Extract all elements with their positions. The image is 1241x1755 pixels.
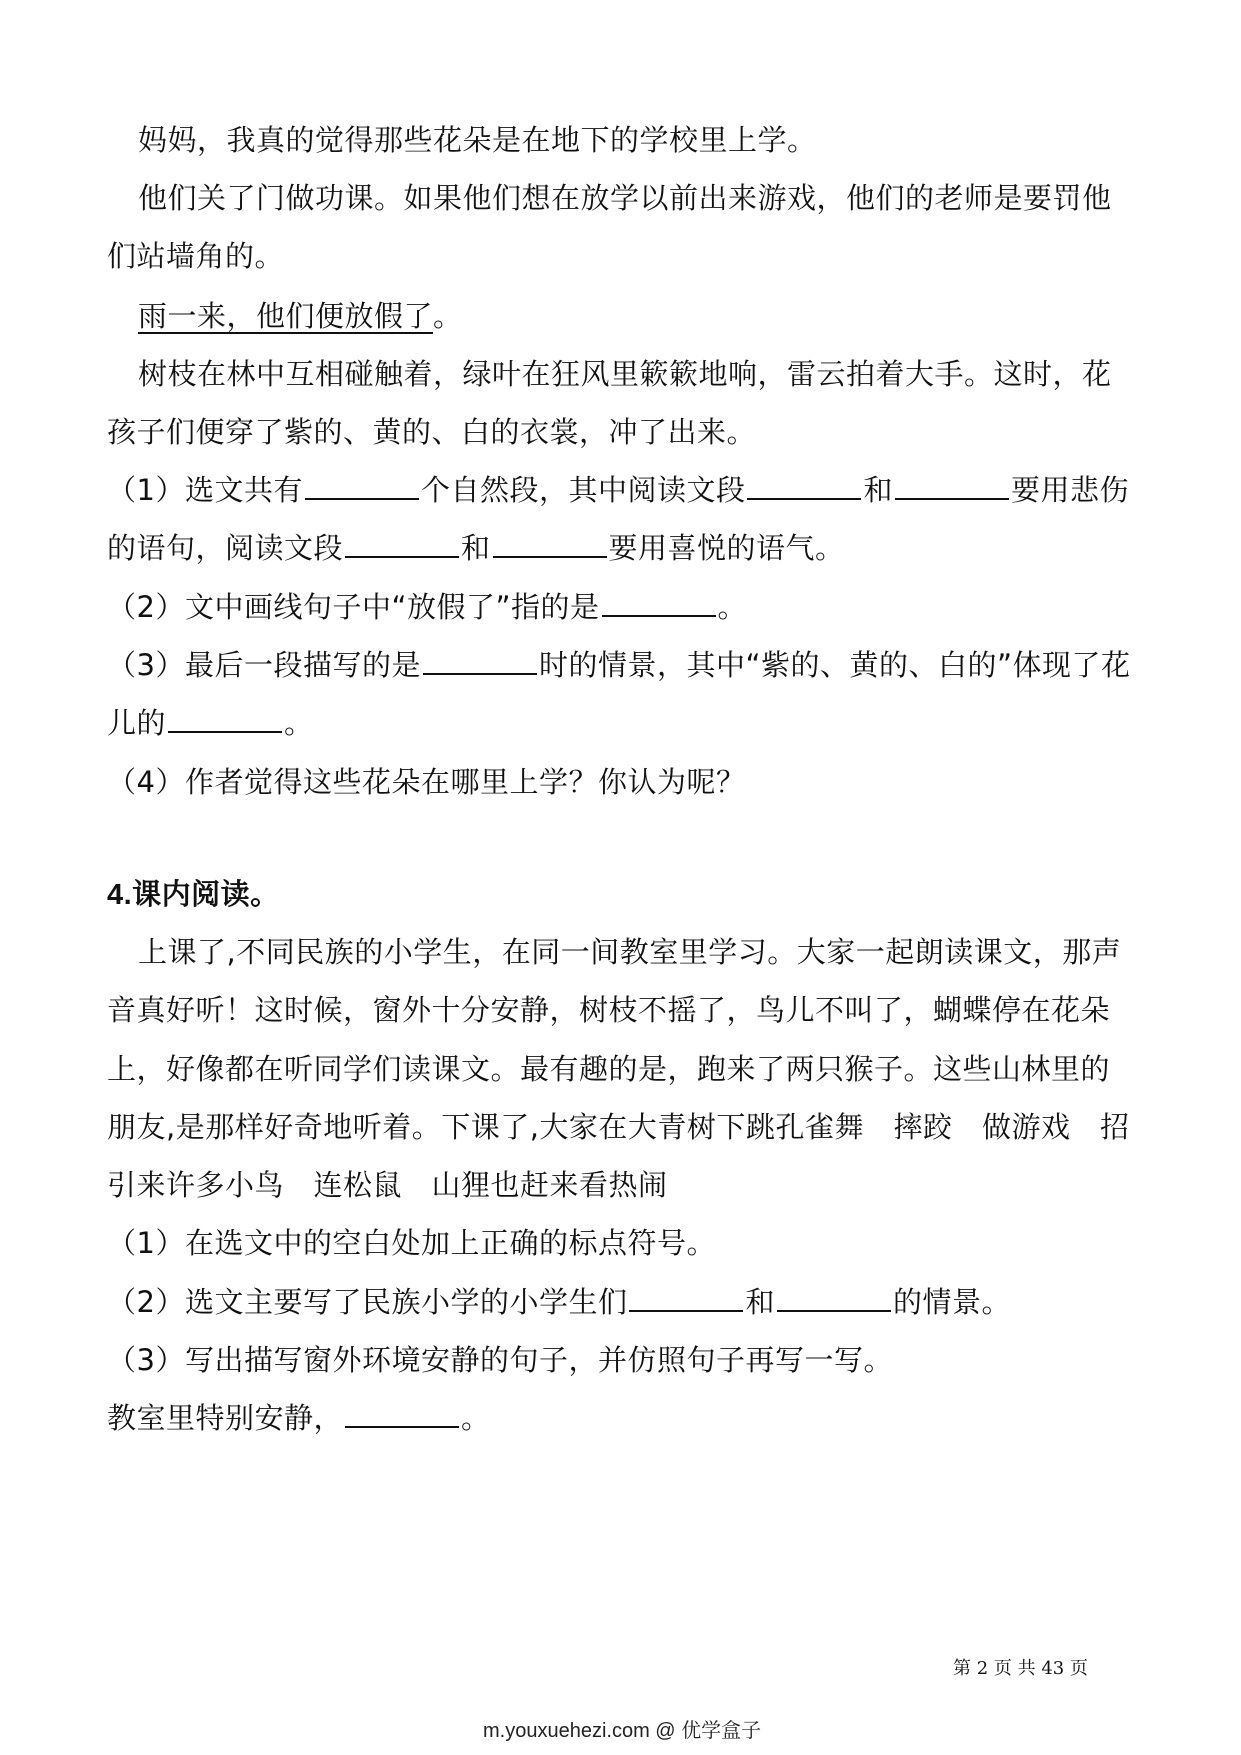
punctuation: 。 [433,299,463,333]
question-3-1-line-2 [107,526,845,567]
question-4-1: （1）在选文中的空白处加上正确的标点符号。 [107,1226,716,1260]
answer-blank[interactable] [629,1280,743,1312]
question-text: （2）选文主要写了民族小学的小学生们 [107,1285,628,1319]
answer-blank[interactable] [345,1396,459,1428]
answer-blank[interactable] [493,526,607,558]
watermark: m.youxuehezi.com @ 优学盒子 [483,1720,762,1742]
passage-4-line-2: 音真好听！这时候，窗外十分安静，树枝不摇了，鸟儿不叫了，蝴蝶停在花朵 [107,993,1111,1027]
passage-4-line-1: 上课了,不同民族的小学生，在同一间教室里学习。大家一起朗读课文，那声 [138,935,1122,969]
answer-blank[interactable] [423,643,537,675]
question-text: 时的情景，其中“紫的、黄的、白的”体现了花 [538,648,1131,682]
question-text: （1）选文共有 [107,473,303,507]
question-3-3-line-1 [107,643,1131,684]
underlined-sentence: 雨一来，他们便放假了 [138,299,434,333]
question-text: （3）最后一段描写的是 [107,648,421,682]
question-text: 的语句，阅读文段 [107,531,344,565]
question-text: 。 [717,590,748,624]
answer-blank[interactable] [305,468,419,500]
passage-paragraph-3 [138,294,463,335]
passage-paragraph-4-line-1: 树枝在林中互相碰触着，绿叶在狂风里簌簌地响，雷云拍着大手。这时，花 [138,357,1112,391]
passage-paragraph-1: 妈妈，我真的觉得那些花朵是在地下的学校里上学。 [138,123,817,157]
answer-blank[interactable] [168,701,282,733]
question-text: 的情景。 [892,1285,1011,1319]
question-4-3: （3）写出描写窗外环境安静的句子，并仿照句子再写一写。 [107,1343,893,1377]
passage-paragraph-2-line-1: 他们关了门做功课。如果他们想在放学以前出来游戏，他们的老师是要罚他 [138,181,1112,215]
question-text: 。 [284,706,314,740]
answer-blank[interactable] [345,526,459,558]
passage-4-line-3: 上，好像都在听同学们读课文。最有趣的是，跑来了两只猴子。这些山林里的 [107,1052,1111,1086]
answer-blank[interactable] [777,1280,891,1312]
passage-paragraph-4-line-2: 孩子们便穿了紫的、黄的、白的衣裳，冲了出来。 [107,415,757,449]
passage-paragraph-2-line-2: 们站墙角的。 [107,239,285,273]
question-4-3-answer-line [107,1396,491,1437]
section-heading: 4.课内阅读。 [107,879,280,911]
question-3-2 [107,585,747,626]
question-text: 教室里特别安静， [107,1401,344,1435]
answer-blank[interactable] [602,585,716,617]
question-text: 儿的 [107,706,167,740]
answer-blank[interactable] [895,468,1009,500]
question-text: 和 [745,1285,775,1319]
passage-4-line-4: 朋友,是那样好奇地听着。下课了,大家在大青树下跳孔雀舞 摔跤 做游戏 招 [107,1110,1130,1144]
question-3-3-line-2 [107,701,314,742]
question-text: 和 [863,473,893,507]
question-4-2 [107,1280,1011,1321]
passage-4-line-5: 引来许多小鸟 连松鼠 山狸也赶来看热闹 [107,1168,668,1202]
answer-blank[interactable] [747,468,861,500]
question-text: 要用喜悦的语气。 [608,531,845,565]
question-text: 。 [461,1401,491,1435]
question-text: 和 [461,531,491,565]
page-number: 第 2 页 共 43 页 [953,1658,1088,1679]
question-text: （2）文中画线句子中“放假了”指的是 [107,590,600,624]
question-3-1-line-1 [107,468,1129,509]
question-text: 个自然段，其中阅读文段 [420,473,746,507]
question-text: 要用悲伤 [1010,473,1129,507]
question-3-4: （4）作者觉得这些花朵在哪里上学？你认为呢？ [107,765,746,799]
